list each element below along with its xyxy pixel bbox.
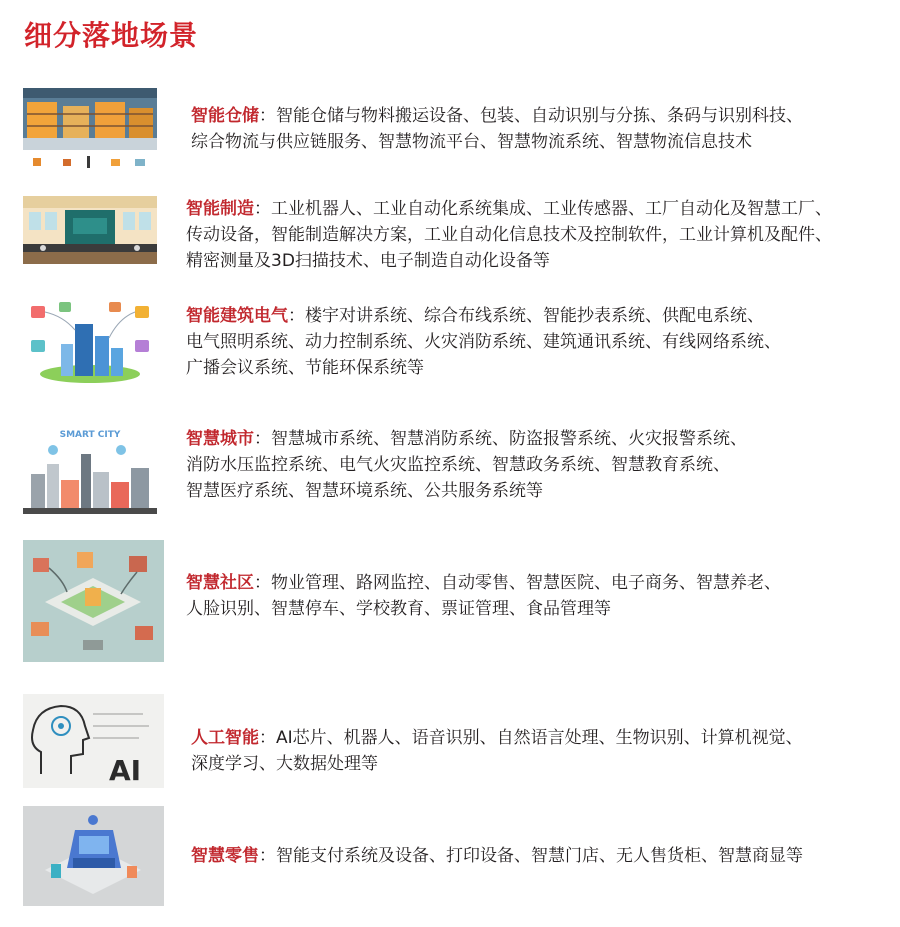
factory-illustration — [23, 196, 157, 264]
entry-heading: 智慧社区 — [186, 573, 254, 593]
entry-separator: ： — [259, 728, 276, 748]
entry-text: 深度学习、大数据处理等 — [191, 754, 378, 774]
entry-heading: 智能建筑电气 — [186, 306, 288, 326]
entry-heading: 智能仓储 — [191, 106, 259, 126]
entry-smart-building-electric — [186, 303, 781, 381]
entry-text: 综合物流与供应链服务、智慧物流平台、智慧物流系统、智慧物流信息技术 — [191, 132, 752, 152]
entry-text: 精密测量及3D扫描技术、电子制造自动化设备等 — [186, 251, 550, 271]
entry-line — [186, 570, 781, 596]
smart-retail-illustration — [23, 806, 164, 906]
entry-text: 智能支付系统及设备、打印设备、智慧门店、无人售货柜、智慧商显等 — [276, 846, 803, 866]
entry-heading: 智能制造 — [186, 199, 254, 219]
smart-city-illustration — [23, 424, 157, 514]
entry-separator: ： — [254, 199, 271, 219]
entry-line — [186, 196, 832, 222]
entry-artificial-intelligence — [191, 725, 803, 777]
warehouse-illustration — [23, 88, 157, 172]
entry-smart-manufacturing — [186, 196, 832, 274]
entry-heading: 智慧零售 — [191, 846, 259, 866]
entry-text: 工业机器人、工业自动化系统集成、工业传感器、工厂自动化及智慧工厂、 — [271, 199, 832, 219]
entry-separator: ： — [254, 429, 271, 449]
entry-heading: 智慧城市 — [186, 429, 254, 449]
ai-head-illustration — [23, 694, 164, 788]
entry-smart-retail — [191, 843, 803, 869]
entry-smart-community — [186, 570, 781, 622]
entry-text: 智慧城市系统、智慧消防系统、防盗报警系统、火灾报警系统、 — [271, 429, 747, 449]
ai-caption: AI — [108, 754, 142, 787]
entry-text: 物业管理、路网监控、自动零售、智慧医院、电子商务、智慧养老、 — [271, 573, 781, 593]
entry-separator: ： — [259, 106, 276, 126]
entry-separator: ： — [254, 573, 271, 593]
entry-text: 楼宇对讲系统、综合布线系统、智能抄表系统、供配电系统、 — [305, 306, 764, 326]
entry-heading: 人工智能 — [191, 728, 259, 748]
entry-smart-warehouse — [191, 103, 803, 155]
entry-text: 智慧医疗系统、智慧环境系统、公共服务系统等 — [186, 481, 543, 501]
entry-text: 广播会议系统、节能环保系统等 — [186, 358, 424, 378]
entry-line — [191, 725, 803, 751]
entry-text: 智能仓储与物料搬运设备、包装、自动识别与分拣、条码与识别科技、 — [276, 106, 803, 126]
entry-text: 传动设备，智能制造解决方案，工业自动化信息技术及控制软件，工业计算机及配件、 — [186, 225, 832, 245]
entry-text: AI芯片、机器人、语音识别、自然语言处理、生物识别、计算机视觉、 — [276, 728, 803, 748]
entry-separator: ： — [288, 306, 305, 326]
page-title: 细分落地场景 — [24, 19, 199, 52]
entry-line — [191, 103, 803, 129]
entry-line — [186, 426, 747, 452]
entry-line — [186, 303, 781, 329]
smart-building-illustration — [23, 296, 157, 388]
smart-city-caption: SMART CITY — [59, 430, 121, 440]
entry-smart-city — [186, 426, 747, 504]
entry-line — [191, 843, 803, 869]
entry-text: 电气照明系统、动力控制系统、火灾消防系统、建筑通讯系统、有线网络系统、 — [186, 332, 781, 352]
entry-text: 消防水压监控系统、电气火灾监控系统、智慧政务系统、智慧教育系统、 — [186, 455, 730, 475]
entry-text: 人脸识别、智慧停车、学校教育、票证管理、食品管理等 — [186, 599, 611, 619]
smart-community-illustration — [23, 540, 164, 662]
entry-separator: ： — [259, 846, 276, 866]
